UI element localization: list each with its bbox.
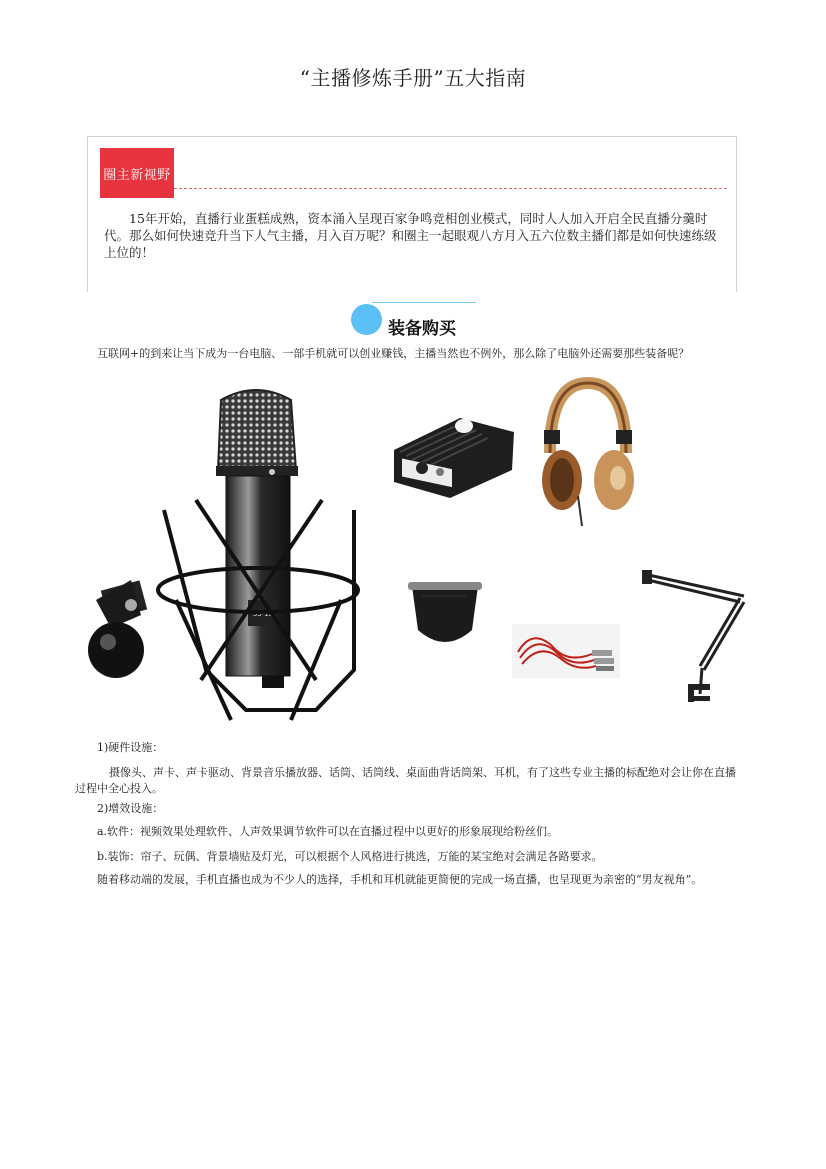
mobile-paragraph: 随着移动端的发展，手机直播也成为不少人的选择，手机和耳机就能更简便的完成一场直播，也呈现更为亲密的“男友视角”。 (97, 873, 703, 886)
decor-paragraph: b.装饰：帘子、玩偶、背景墙贴及灯光，可以根据个人风格进行挑选，万能的某宝绝对会满足各路要求。 (97, 850, 603, 863)
section-heading-line (372, 302, 476, 303)
section-heading-circle (351, 304, 382, 335)
hardware-paragraph: 摄像头、声卡、声卡驱动、背景音乐播放器、话筒、话筒线、桌面曲背话筒架、耳机，有了这些专业主播的标配绝对会让你在直播过程中全心投入。 (75, 766, 736, 795)
intro-divider (174, 188, 727, 189)
sound-card-image (390, 410, 518, 500)
mic-arm-image (640, 566, 752, 706)
extra-heading: 2)增效设施： (97, 802, 164, 815)
section-title: 装备购买 (388, 319, 456, 339)
page-title: “主播修炼手册”五大指南 (299, 66, 527, 90)
software-paragraph: a.软件：视频效果处理软件、人声效果调节软件可以在直播过程中以更好的形象展现给粉丝们。 (97, 825, 559, 838)
mic-model-badge: 33-12 (252, 610, 274, 618)
intro-tag: 圈主新视野 (100, 148, 174, 198)
pop-filter-image (404, 578, 486, 654)
cables-image (512, 624, 620, 678)
headphones-image (538, 378, 638, 528)
section-question: 互联网+的到来让当下成为一台电脑、一部手机就可以创业赚钱，主播当然也不例外，那么除了电脑外还需要那些装备呢？ (97, 347, 690, 360)
microphone-image (86, 380, 376, 725)
hardware-heading: 1)硬件设施： (97, 741, 164, 754)
intro-paragraph: 15年开始，直播行业蛋糕成熟，资本涌入呈现百家争鸣竞相创业模式，同时人人加入开启全民直播分羹时代。那么如何快速竞升当下人气主播，月入百万呢？和圈主一起眼观八方月入五六位数主播们都是如何快速练级上位的！ (104, 211, 717, 260)
